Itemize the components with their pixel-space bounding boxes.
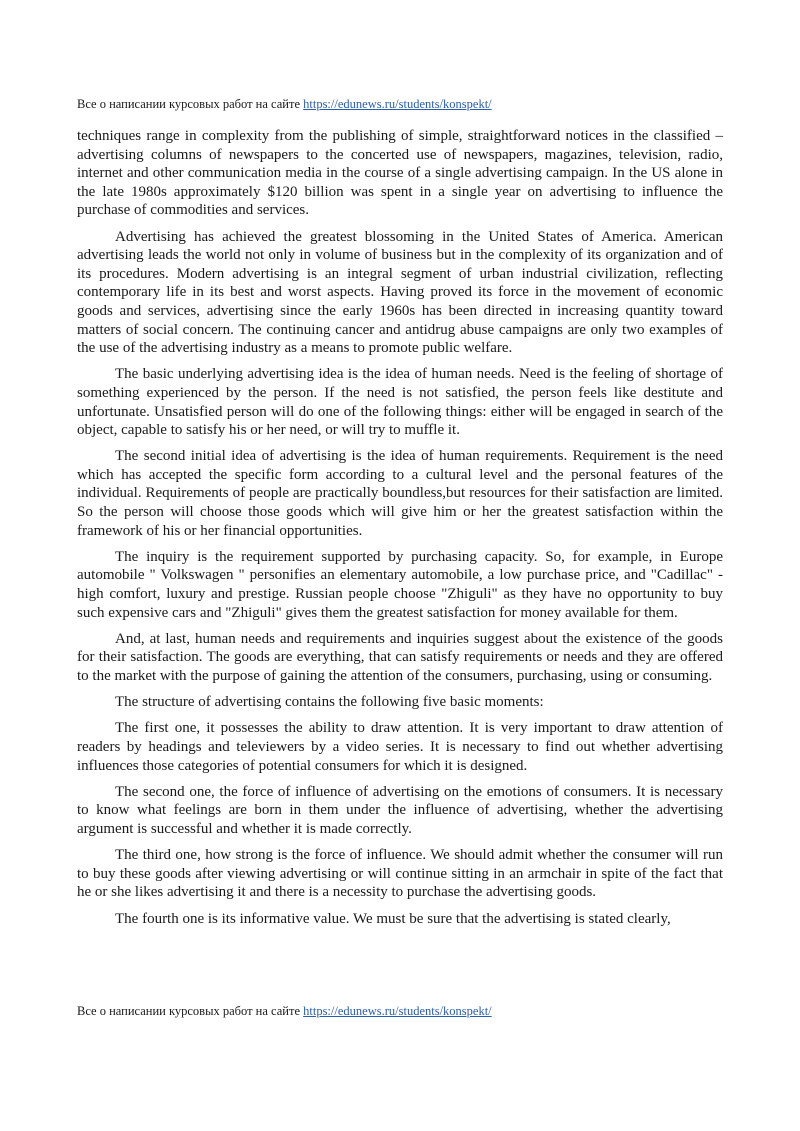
page-header xyxy=(77,96,492,112)
paragraph-8: The first one, it possesses the ability to draw attention. It is very important to draw attention of readers by headings and televiewers by a video series. It is necessary to find out whether advertising influences those categories of potential consumers for which it is designed. xyxy=(77,720,723,774)
paragraph-1: techniques range in complexity from the publishing of simple, straightforward notices in the classified – advertising columns of newspapers to the concerted use of newspapers, magazines, television, radio, internet and other communication media in the course of a single advertising campaign. In the US alone in the late 1980s approximately $120 billion was spent in a single year on advertising to influence the purchase of commodities and services. xyxy=(77,128,723,219)
paragraph-10: The third one, how strong is the force of influence. We should admit whether the consumer will run to buy these goods after viewing advertising or will continue sitting in an armchair in spite of the fact that he or she likes advertising it and there is a necessity to purchase the advertising goods. xyxy=(77,847,723,901)
paragraph-4: The second initial idea of advertising is the idea of human requirements. Requirement is the need which has accepted the specific form according to a cultural level and the personal features of the individual. Requirements of people are practically boundless,but resources for their satisfaction are limited. So the person will choose those goods which will give him or her the greatest satisfaction within the framework of his or her financial opportunities. xyxy=(77,448,723,539)
footer-text: Все о написании курсовых работ на сайте xyxy=(77,1004,304,1018)
header-text: Все о написании курсовых работ на сайте xyxy=(77,97,304,111)
paragraph-7: The structure of advertising contains the following five basic moments: xyxy=(115,694,544,711)
page-footer xyxy=(77,1003,492,1019)
paragraph-5: The inquiry is the requirement supported by purchasing capacity. So, for example, in Europe automobile " Volkswagen " personifies an elementary automobile, a low purchase price, and "Cadillac" - high comfort, luxury and prestige. Russian people choose "Zhiguli" as they have no opportunity to buy such expensive cars and "Zhiguli" gives them the greatest satisfaction for money available for them. xyxy=(77,548,723,621)
paragraph-6: And, at last, human needs and requirements and inquiries suggest about the existence of the goods for their satisfaction. The goods are everything, that can satisfy requirements or needs and they are offered to the market with the purpose of gaining the attention of the consumers, purchasing, using or consuming. xyxy=(77,630,723,684)
document-body xyxy=(77,127,723,936)
header-link[interactable]: https://edunews.ru/students/konspekt/ xyxy=(303,97,492,111)
footer-link[interactable]: https://edunews.ru/students/konspekt/ xyxy=(303,1004,492,1018)
paragraph-11: The fourth one is its informative value. We must be sure that the advertising is stated clearly, xyxy=(115,910,671,927)
paragraph-2: Advertising has achieved the greatest blossoming in the United States of America. American advertising leads the world not only in volume of business but in the complexity of its organization and of its procedures. Modern advertising is an integral segment of urban industrial civilization, reflecting contemporary life in its best and worst aspects. Having proved its force in the movement of economic goods and services, advertising since the early 1960s has been directed in increasing quantity toward matters of social concern. The continuing cancer and antidrug abuse campaigns are only two examples of the use of the advertising industry as a means to promote public welfare. xyxy=(77,228,723,357)
paragraph-9: The second one, the force of influence of advertising on the emotions of consumers. It is necessary to know what feelings are born in them under the influence of advertising, whether the advertising argument is successful and whether it is made correctly. xyxy=(77,783,723,837)
paragraph-3: The basic underlying advertising idea is the idea of human needs. Need is the feeling of shortage of something experienced by the person. If the need is not satisfied, the person feels like destitute and unfortunate. Unsatisfied person will do one of the following things: either will be engaged in search of the object, capable to satisfy his or her need, or will try to muffle it. xyxy=(77,366,723,439)
